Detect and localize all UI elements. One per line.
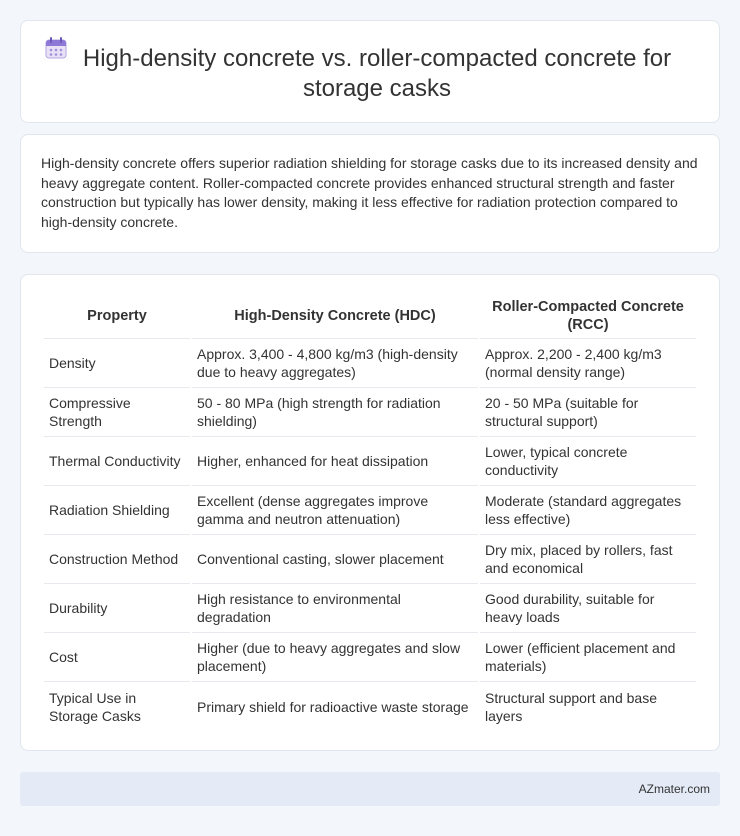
table-header-row <box>44 293 696 339</box>
table-row <box>44 633 696 682</box>
title-card <box>20 20 720 123</box>
property-cell: Cost <box>44 633 190 682</box>
table-row <box>44 486 696 535</box>
table-row <box>44 388 696 437</box>
page-title: High-density concrete vs. roller-compacted concrete for storage casks <box>82 45 672 102</box>
table-row <box>44 584 696 633</box>
header-property: Property <box>44 293 190 339</box>
hdc-cell: Higher (due to heavy aggregates and slow placement) <box>192 633 478 682</box>
rcc-cell: Structural support and base layers <box>485 689 657 724</box>
summary-text: High-density concrete offers superior radiation shielding for storage casks due to its increased density and heavy aggregate content. Roller-compacted concrete provides enhanced structural strength and faster construction but typically has lower density, making it less effective for radiation protection compared to high-density concrete. <box>41 155 698 230</box>
rcc-cell: Approx. 2,200 - 2,400 kg/m3 (normal density range) <box>480 339 696 388</box>
header-hdc: High-Density Concrete (HDC) <box>192 293 478 339</box>
table-row <box>44 682 696 731</box>
rcc-cell: Good durability, suitable for heavy loads <box>480 584 696 633</box>
hdc-cell: High resistance to environmental degradation <box>192 584 478 633</box>
rcc-cell: Lower, typical concrete conductivity <box>480 437 696 486</box>
hdc-cell: Excellent (dense aggregates improve gamma and neutron attenuation) <box>192 486 478 535</box>
hdc-cell: Conventional casting, slower placement <box>192 535 478 584</box>
table-row <box>44 437 696 486</box>
comparison-table <box>42 293 698 731</box>
property-cell: Compressive Strength <box>44 388 190 437</box>
table-row <box>44 535 696 584</box>
property-cell: Typical Use in Storage Casks <box>49 689 141 724</box>
hdc-cell: 50 - 80 MPa (high strength for radiation shielding) <box>192 388 478 437</box>
comparison-table-card <box>20 274 720 751</box>
summary-card <box>20 134 720 253</box>
property-cell: Durability <box>44 584 190 633</box>
footer-bar <box>20 772 720 806</box>
hdc-cell: Higher, enhanced for heat dissipation <box>192 437 478 486</box>
title-wrap <box>51 44 689 104</box>
hdc-cell: Approx. 3,400 - 4,800 kg/m3 (high-density due to heavy aggregates) <box>192 339 478 388</box>
rcc-cell: Moderate (standard aggregates less effective) <box>480 486 696 535</box>
rcc-cell: Dry mix, placed by rollers, fast and economical <box>480 535 696 584</box>
property-cell: Construction Method <box>44 535 190 584</box>
table-row <box>44 339 696 388</box>
rcc-cell: Lower (efficient placement and materials) <box>480 633 696 682</box>
property-cell: Density <box>44 339 190 388</box>
rcc-cell: 20 - 50 MPa (suitable for structural support) <box>480 388 696 437</box>
property-cell: Thermal Conductivity <box>44 437 190 486</box>
header-rcc: Roller-Compacted Concrete (RCC) <box>480 293 696 339</box>
property-cell: Radiation Shielding <box>44 486 190 535</box>
footer-brand[interactable]: AZmater.com <box>638 782 710 796</box>
hdc-cell: Primary shield for radioactive waste storage <box>197 698 469 715</box>
